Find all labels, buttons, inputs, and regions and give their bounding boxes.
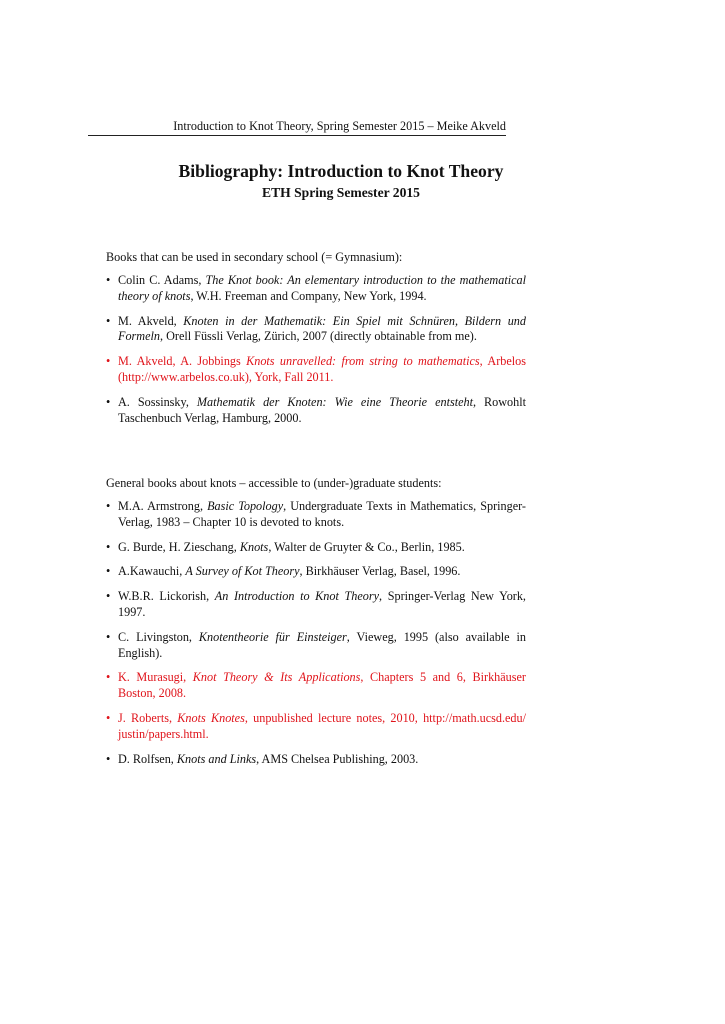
page-title: Bibliography: Introduction to Knot Theory — [178, 161, 504, 181]
bullet-glyph: • — [106, 670, 111, 685]
bullet-glyph: • — [106, 499, 111, 513]
publisher-info: , Arbelos (http://www.arbelos.co.uk), York, Fall 2011. — [118, 354, 526, 384]
book-title: Knoten in der Mathematik: Ein Spiel mit Schnüren, Bildern und Formeln — [118, 313, 526, 344]
authors: M. Akveld, — [118, 313, 184, 328]
publisher-info: , unpublished lecture notes, 2010, http://math.ucsd.edu/ justin/papers.html. — [118, 710, 526, 741]
authors: M. Akveld, A. Jobbings — [118, 354, 247, 369]
bibliography-list-school — [106, 273, 526, 435]
book-title: Knots and Links — [176, 751, 257, 766]
bullet-glyph: • — [106, 273, 111, 287]
bullet-glyph: • — [106, 710, 111, 725]
publisher-info: , Vieweg, 1995 (also available in English). — [118, 629, 526, 660]
publisher-info: , W.H. Freeman and Company, New York, 1994. — [190, 288, 427, 303]
authors: G. Burde, H. Zieschang, — [118, 539, 240, 554]
list-item — [106, 564, 526, 580]
list-item — [106, 630, 526, 662]
bullet-glyph: • — [106, 589, 111, 604]
publisher-info: , Orell Füssli Verlag, Zürich, 2007 (directly obtainable from me). — [159, 329, 477, 344]
publisher-info: , Chapters 5 and 6, Birkhäuser Boston, 2008. — [118, 670, 526, 701]
section-intro-school: Books that can be used in secondary school (= Gymnasium): — [106, 250, 403, 264]
page-subtitle: ETH Spring Semester 2015 — [262, 185, 420, 200]
list-item — [106, 354, 526, 386]
publisher-info: , Rowohlt Taschenbuch Verlag, Hamburg, 2000. — [118, 394, 527, 425]
bullet-glyph: • — [106, 394, 111, 409]
authors: A.Kawauchi, — [118, 564, 186, 579]
bibliography-list-general — [106, 499, 526, 776]
list-item — [106, 589, 526, 621]
authors: D. Rolfsen, — [118, 751, 177, 766]
bullet-glyph: • — [106, 313, 111, 328]
publisher-info: , Walter de Gruyter & Co., Berlin, 1985. — [268, 539, 465, 554]
bullet-glyph: • — [106, 539, 111, 554]
list-item — [106, 711, 526, 743]
publisher-info: , Birkhäuser Verlag, Basel, 1996. — [299, 564, 461, 579]
bullet-glyph: • — [106, 751, 111, 766]
list-item — [106, 314, 526, 346]
authors: A. Sossinsky, — [118, 394, 197, 409]
authors: W.B.R. Lickorish, — [118, 589, 215, 604]
book-title: Basic Topology — [207, 499, 284, 513]
list-item — [106, 752, 526, 768]
authors: J. Roberts, — [118, 710, 178, 725]
list-item — [106, 540, 526, 556]
book-title: The Knot book: An elementary introduction to the mathematical theory of knots — [118, 273, 526, 303]
book-title: Knots unravelled: from string to mathematics — [246, 354, 480, 369]
book-title: Knotentheorie für Einsteiger — [198, 629, 347, 644]
bullet-glyph: • — [106, 564, 111, 579]
running-header: Introduction to Knot Theory, Spring Semester 2015 – Meike Akveld — [173, 119, 506, 133]
book-title: Mathematik der Knoten: Wie eine Theorie entsteht — [196, 394, 473, 409]
header-rule — [88, 135, 506, 136]
publisher-info: , AMS Chelsea Publishing, 2003. — [256, 751, 419, 766]
list-item — [106, 499, 526, 531]
section-intro-general: General books about knots – accessible to (under-)graduate students: — [106, 476, 442, 490]
book-title: Knots — [239, 539, 269, 554]
authors: K. Murasugi, — [118, 670, 193, 685]
bullet-glyph: • — [106, 629, 111, 644]
book-title: A Survey of Kot Theory — [185, 564, 300, 579]
list-item — [106, 670, 526, 702]
book-title: Knots Knotes — [177, 710, 245, 725]
list-item — [106, 395, 526, 427]
list-item — [106, 273, 526, 305]
publisher-info: , Undergraduate Texts in Mathematics, Springer-Verlag, 1983 – Chapter 10 is devoted to knots. — [118, 499, 526, 529]
authors: M.A. Armstrong, — [118, 499, 208, 513]
authors: Colin C. Adams, — [118, 273, 206, 287]
publisher-info: , Springer-Verlag New York, 1997. — [118, 589, 526, 619]
book-title: Knot Theory & Its Applications — [192, 670, 361, 685]
bullet-glyph: • — [106, 354, 111, 369]
authors: C. Livingston, — [118, 629, 199, 644]
book-title: An Introduction to Knot Theory — [214, 589, 380, 604]
